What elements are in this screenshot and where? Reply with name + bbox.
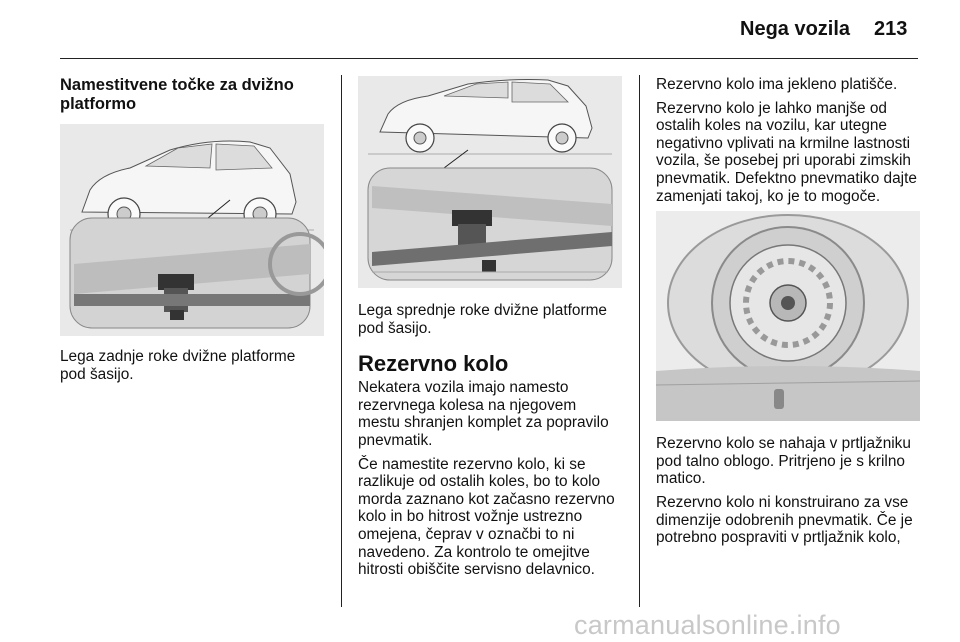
footer-watermark: carmanualsonline.info [574,610,841,640]
column-divider-left [341,75,342,607]
column-3 [656,76,920,553]
header-title: Nega vozila [740,18,851,40]
paragraph-repair-kit: Nekatera vozila imajo namesto rezervnega kolesa na njegovem mestu shranjen komplet za popravilo pnevmatik. [358,379,609,449]
paragraph-smaller-spare: Rezervno kolo je lahko manjše od ostalih koles na vozilu, kar utegne negativno vplivati na krmilne lastnosti vozila, še posebej pri uporabi zimskih pnevmatik. Defektno pnevmatiko dajte zamenjati takoj, ko je to mogoče. [656,99,917,205]
paragraph-steel-rim: Rezervno kolo ima jekleno platišče. [656,76,898,93]
column-divider-right [639,75,640,607]
page-number: 213 [874,18,908,40]
paragraph-temporary-spare: Če namestite rezervno kolo, ki se razlikuje od ostalih koles, bo to kolo morda zaznano kot začasno rezervno kolo in bo hitrost vožnje ustrezno omejena, čeprav v označbi to ni navedeno. Za kontrolo te omejitve hitrosti obiščite servisno delavnico. [358,455,615,579]
paragraph-spare-location: Rezervno kolo se nahaja v prtljažniku pod talno oblogo. Pritrjeno je s krilno matico. [656,435,911,488]
section-heading-lift-points: Namestitvene točke za dvižno platformo [60,76,294,113]
spare-wheel-in-trunk-illustration [656,211,920,421]
paragraph-spare-dimensions: Rezervno kolo ni konstruirano za vse dimenzije odobrenih pnevmatik. Če je potrebno pospraviti v prtljažnik kolo, [656,493,913,547]
car-rear-lift-point-illustration [60,124,324,336]
section-heading-spare-wheel: Rezervno kolo [358,351,509,377]
car-front-lift-point-illustration [358,76,622,288]
column-2 [358,76,622,585]
column-1 [60,76,324,389]
caption-front-lift: Lega sprednje roke dvižne platforme pod šasijo. [358,302,607,337]
caption-rear-lift: Lega zadnje roke dvižne platforme pod šasijo. [60,348,296,383]
header-rule [60,58,918,59]
